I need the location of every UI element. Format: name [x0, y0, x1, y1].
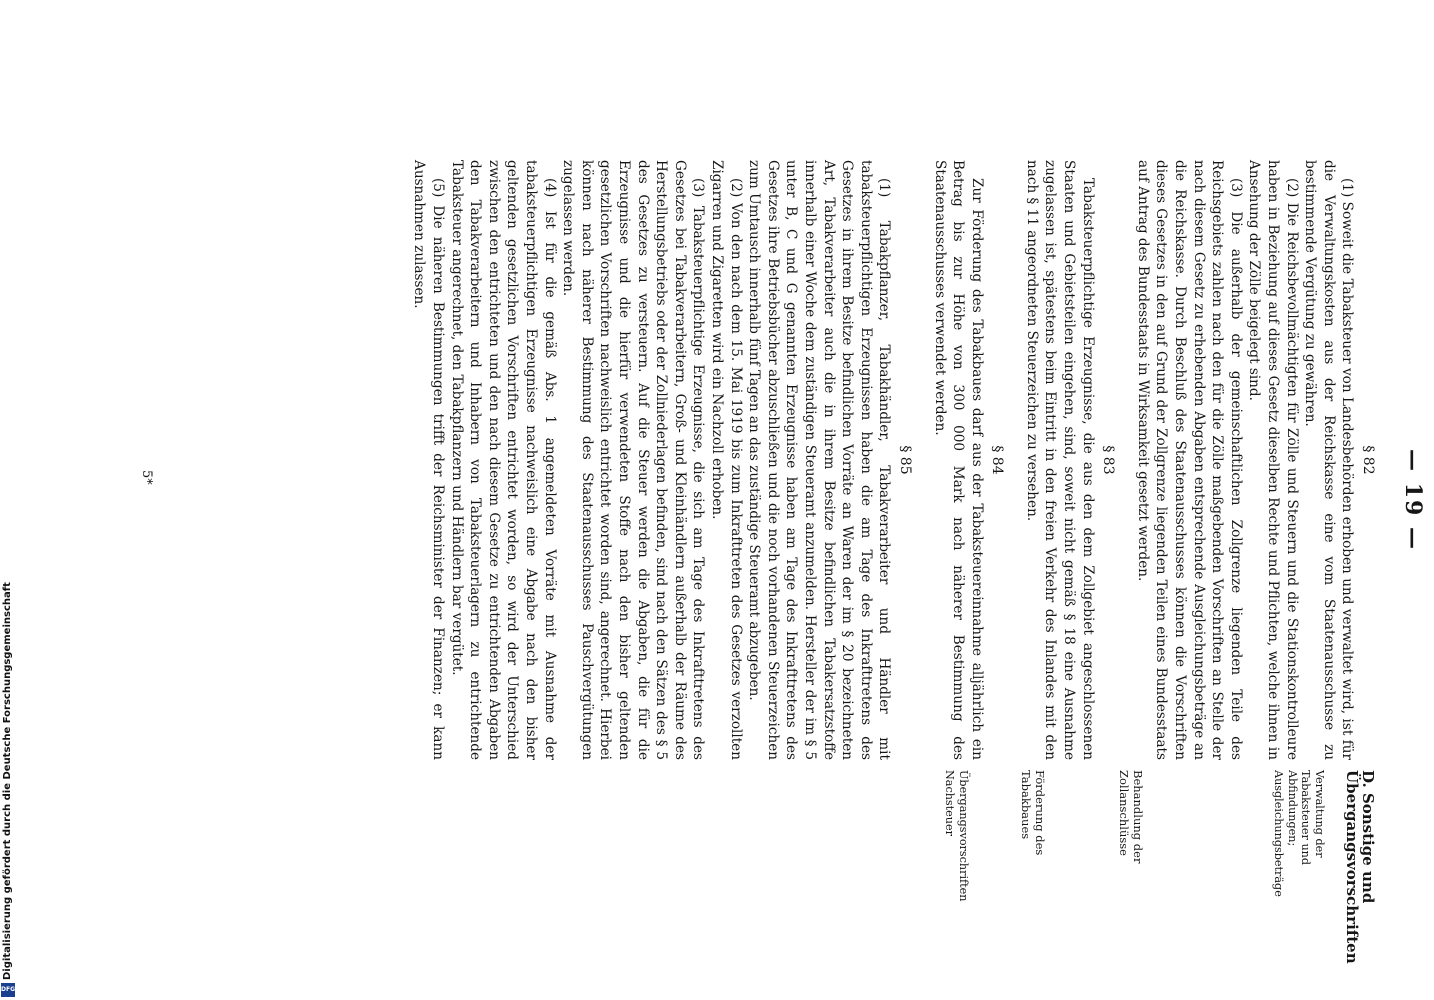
- margin-heading-letter: D.: [1359, 770, 1377, 788]
- margin-heading-title: Sonstige und Übergangsvorschriften: [1343, 770, 1377, 964]
- section-82-para-3: (3) Die außerhalb der gemeinschaftlichen Zollgrenze liegenden Teile des Reichsgebiets zahlen nach den für die Zölle maßgebenden Vorschriften an Stelle der nach diesem Gesetz zu erhebenden Abgaben entsprechende Ausgleichungsbeträge an die Reichskasse. Durch Beschluß des Staatenausschusses können die Vorschriften dieses Gesetzes in den auf Grund der Zollgrenze liegenden Teilen eines Bundesstaats auf Antrag des Bundesstaats in Wirksamkeit gesetzt werden.: [1134, 160, 1244, 760]
- page-number-header: — 19 —: [1400, 449, 1426, 551]
- section-82-para-2: (2) Die Reichsbevollmächtigten für Zölle und Steuern und die Stationskontrolleure haben in Beziehung auf dieses Gesetz dieselben Rechte und Pflichten, welche ihnen in Ansehung der Zölle beigelegt sind.: [1246, 160, 1300, 760]
- section-82-para-1: (1) Soweit die Tabaksteuer von Landesbehörden erhoben und verwaltet wird, ist für die Verwaltungskosten aus der Reichskasse eine vom Staatenausschusse zu bestimmende Vergütung zu gewähren.: [1302, 160, 1356, 760]
- margin-note-zollanschluesse: Behandlung der Zollanschlüsse: [1117, 770, 1145, 864]
- section-85-para-5: (5) Die näheren Bestimmungen trifft der Reichsminister der Finanzen; er kann Ausnahmen zulassen.: [411, 160, 447, 760]
- section-85-para-3: (3) Tabaksteuerpflichtige Erzeugnisse, die sich am Tage des Inkrafttretens des Gesetzes bei Tabakverarbeitern, Groß- und Kleinhändlern außerhalb der Räume des Herstellungsbetriebs oder der Zollniederlagen befinden, sind nach den Sätzen des § 5 des Gesetzes zu versteuern. Auf die Steuer werden die Abgaben, die für die Erzeugnisse und die hierfür verwendeten Stoffe nach den bisher geltenden gesetzlichen Vorschriften nachweislich entrichtet worden sind, angerechnet. Hierbei können nach näherer Bestimmung des Staatenausschusses Pauschvergütungen zugelassen werden.: [560, 160, 707, 760]
- margin-note-uebergang: Übergangsvorschriften Nachsteuer: [943, 770, 970, 902]
- page-footer-signature-mark: 5*: [139, 470, 154, 485]
- margin-heading: [1343, 770, 1377, 964]
- section-85-para-4: (4) Ist für die gemäß Abs. 1 angemeldeten Vorräte mit Ausnahme der tabaksteuerpflichtigen Erzeugnisse nachweislich eine Abgabe nach den bisher geltenden gesetzlichen Vorschriften entrichtet worden, so wird der Unterschied zwischen den entrichteten und den nach diesem Gesetze zu entrichtenden Abgaben den Tabakverarbeitern und Inhabern von Tabaksteuerlagern zu entrichtende Tabaksteuer angerechnet, den Tabakpflanzern und Händlern bar vergütet.: [448, 160, 558, 760]
- section-84-title: § 84: [989, 445, 1006, 475]
- section-84-para-1: Zur Förderung des Tabakbaues darf aus der Tabaksteuereinnahme alljährlich ein Betrag bis zur Höhe von 300 000 Mark nach näherer Bestimmung des Staatenausschusses verwendet werden.: [931, 160, 985, 760]
- section-85-title: § 85: [896, 445, 913, 475]
- dfg-logo-icon: DFG: [1, 983, 15, 997]
- margin-note-verwaltung: Verwaltung der Tabaksteuer und Abfindungen; Ausgleichungsbeträge: [1272, 770, 1326, 897]
- section-82-title: § 82: [1360, 445, 1376, 475]
- section-85-para-2: (2) Von den nach dem 15. Mai 1919 bis zum Inkrafttreten des Gesetzes verzollten Zigarren und Zigaretten wird ein Nachzoll erhoben.: [709, 160, 744, 760]
- margin-note-tabakbau: Förderung des Tabakbaues: [1019, 770, 1047, 856]
- section-83-para-1: Tabaksteuerpflichtige Erzeugnisse, die aus den dem Zollgebiet angeschlossenen Staaten und Gebietsteilen eingehen, sind, soweit nicht gemäß § 18 eine Ausnahme zugelassen ist, spätestens beim Eintritt in den freien Verkehr des Inlandes mit den nach § 11 angeordneten Steuerzeichen zu versehen.: [1023, 160, 1096, 760]
- section-83-title: § 83: [1100, 445, 1117, 475]
- main-text-column: [410, 160, 1379, 760]
- section-85-para-1: (1) Tabakpflanzer, Tabakhändler, Tabakverarbeiter und Händler mit tabaksteuerpflichtigen Erzeugnissen haben die am Tage des Inkrafttretens des Gesetzes in ihrem Besitze befindlichen Vorräte an Waren der im § 20 bezeichneten Art, Tabakverarbeiter auch die in ihrem Besitze befindlichen Tabakersatzstoffe innerhalb einer Woche dem zuständigen Steueramt anzumelden. Hersteller der im § 5 unter B, C und G genannten Erzeugnisse haben am Tage des Inkrafttretens des Gesetzes ihre Betriebsbücher abzuschließen und die noch vorhandenen Steuerzeichen zum Umtausch innerhalb fünf Tagen an das zuständige Steueramt abzugeben.: [746, 160, 893, 760]
- digitization-notice: [0, 582, 16, 998]
- digitization-notice-text: Digitalisierung gefördert durch die Deutsche Forschungsgemeinschaft: [2, 582, 13, 980]
